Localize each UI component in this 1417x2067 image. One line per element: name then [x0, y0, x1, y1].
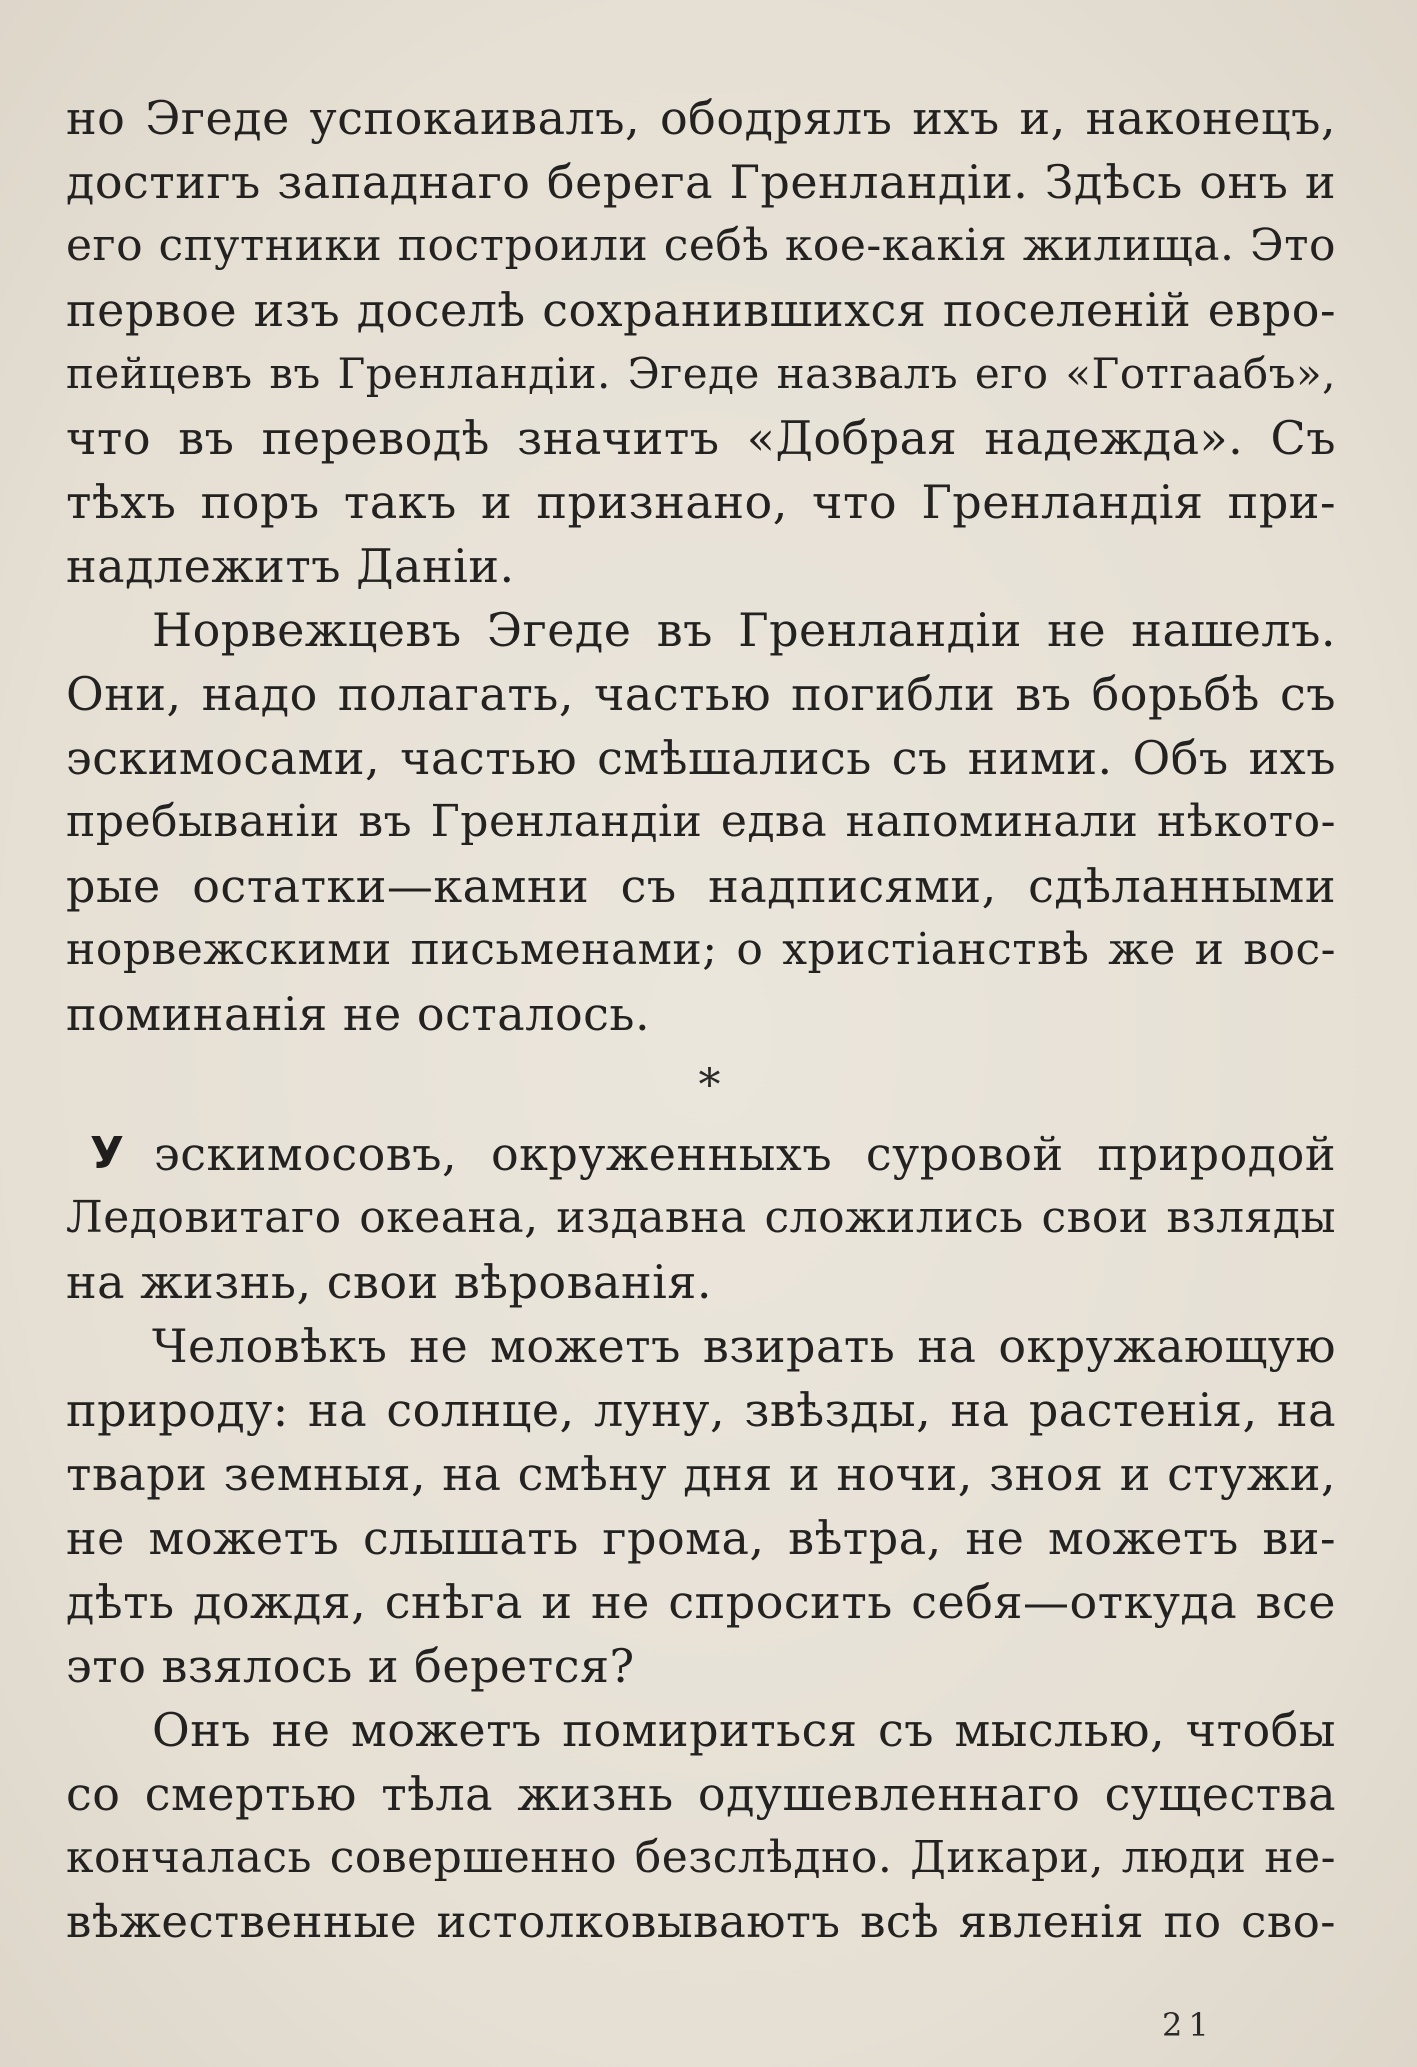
- text-line: Онъ не можетъ помириться съ мыслью, чтобы: [152, 1703, 1336, 1757]
- text-line: эскимосовъ, окруженныхъ суровой природой: [154, 1127, 1336, 1181]
- text-line: достигъ западнаго берега Гренландіи. Здѣсь онъ и: [66, 155, 1336, 209]
- text-line: первое изъ доселѣ сохранившихся поселеній евро-: [66, 283, 1336, 337]
- text-line: кончалась совершенно безслѣдно. Дикари, люди не-: [66, 1832, 1336, 1883]
- text-line: его спутники построили себѣ кое-какія жилища. Это: [66, 220, 1336, 271]
- text-line: Они, надо полагать, частью погибли въ борьбѣ съ: [66, 667, 1336, 721]
- text-line: что въ переводѣ значитъ «Добрая надежда». Съ: [66, 411, 1336, 465]
- section-separator: [0, 1060, 1417, 1111]
- drop-cap: У: [90, 1128, 124, 1179]
- text-line: вѣжественные истолковываютъ всѣ явленія по сво-: [66, 1895, 1336, 1948]
- text-line: тѣхъ поръ такъ и признано, что Гренландія при-: [66, 475, 1336, 529]
- separator-asterisk: *: [698, 1060, 721, 1111]
- text-line: пребываніи въ Гренландіи едва напоминали нѣкото-: [66, 796, 1336, 847]
- text-line: дѣть дождя, снѣга и не спросить себя—откуда все: [66, 1575, 1336, 1629]
- text-line: поминанія не осталось.: [66, 987, 651, 1041]
- page-number: 21: [1162, 2006, 1215, 2044]
- text-line: Человѣкъ не можетъ взирать на окружающую: [152, 1319, 1336, 1373]
- text-line: эскимосами, частью смѣшались съ ними. Объ ихъ: [66, 731, 1336, 785]
- text-line: рые остатки—камни съ надписями, сдѣланными: [66, 859, 1336, 913]
- text-line: пейцевъ въ Гренландіи. Эгеде назвалъ его «Готгаабъ»,: [66, 349, 1336, 398]
- text-line: это взялось и берется?: [66, 1639, 635, 1693]
- text-line: твари земныя, на смѣну дня и ночи, зноя и стужи,: [66, 1447, 1336, 1501]
- text-line: но Эгеде успокаивалъ, ободрялъ ихъ и, наконецъ,: [66, 91, 1336, 145]
- text-line: надлежитъ Даніи.: [66, 539, 515, 593]
- text-line: не можетъ слышать грома, вѣтра, не можетъ ви-: [66, 1511, 1336, 1565]
- text-line: природу: на солнце, луну, звѣзды, на растенія, на: [66, 1383, 1336, 1437]
- text-line: со смертью тѣла жизнь одушевленнаго существа: [66, 1767, 1336, 1821]
- text-line: Норвежцевъ Эгеде въ Гренландіи не нашелъ.: [152, 603, 1336, 657]
- text-line: Ледовитаго океана, издавна сложились свои взляды: [66, 1192, 1336, 1243]
- text-line: норвежскими письменами; о христіанствѣ же и вос-: [66, 924, 1336, 975]
- text-line: на жизнь, свои вѣрованія.: [66, 1255, 712, 1309]
